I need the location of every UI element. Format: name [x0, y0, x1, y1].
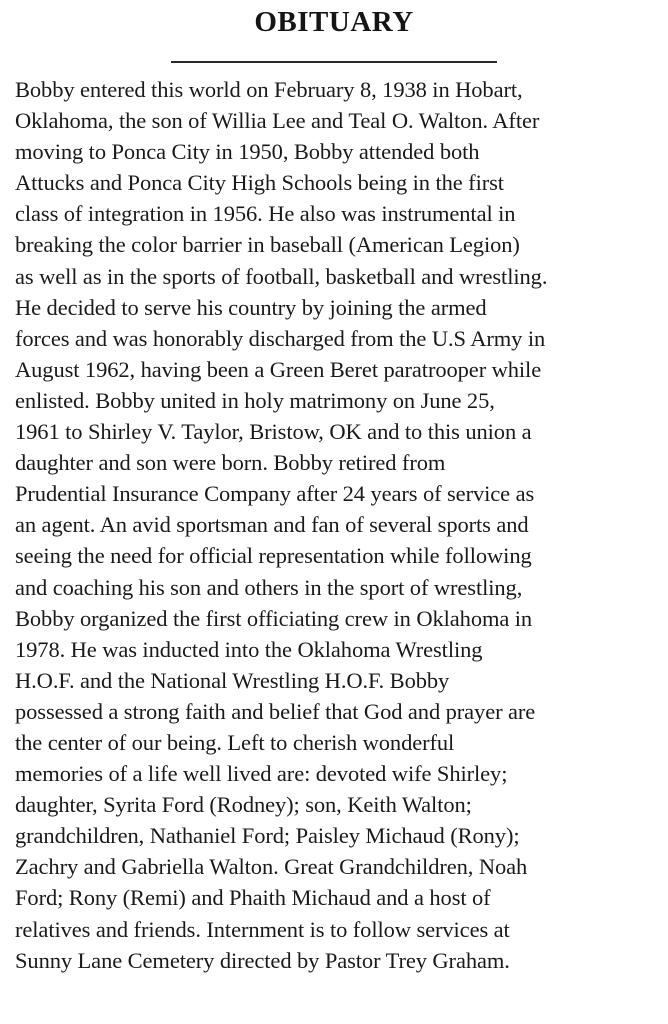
body-line: forces and was honorably discharged from the U.S Army in — [15, 325, 546, 351]
body-line: August 1962, having been a Green Beret paratrooper while — [15, 356, 542, 382]
body-line: possessed a strong faith and belief that God and prayer are — [15, 698, 536, 724]
body-line: 1961 to Shirley V. Taylor, Bristow, OK and to this union a — [15, 419, 532, 445]
body-line: H.O.F. and the National Wrestling H.O.F. Bobby — [15, 667, 450, 693]
body-line: class of integration in 1956. He also was instrumental in — [15, 201, 516, 227]
body-line: grandchildren, Nathaniel Ford; Paisley Michaud (Rony); — [15, 823, 520, 849]
body-line: moving to Ponca City in 1950, Bobby attended both — [15, 139, 480, 165]
page-title: OBITUARY — [254, 6, 414, 38]
body-line: Bobby entered this world on February 8, 1938 in Hobart, — [15, 77, 523, 102]
body-line: Ford; Rony (Remi) and Phaith Michaud and a host of — [15, 885, 491, 911]
body-line: breaking the color barrier in baseball (American Legion) — [15, 232, 520, 258]
body-line: daughter and son were born. Bobby retired from — [15, 450, 446, 476]
body-line: Attucks and Ponca City High Schools being in the first — [15, 170, 504, 196]
body-line: and coaching his son and others in the sport of wrestling, — [15, 574, 523, 600]
body-line: seeing the need for official representation while following — [15, 543, 532, 569]
body-line: an agent. An avid sportsman and fan of several sports and — [15, 512, 529, 538]
body-line: enlisted. Bobby united in holy matrimony on June 25, — [15, 387, 495, 413]
body-line: the center of our being. Left to cherish wonderful — [15, 729, 455, 755]
body-line: Sunny Lane Cemetery directed by Pastor Trey Graham. — [15, 947, 510, 973]
body-line: relatives and friends. Internment is to follow services at — [15, 916, 510, 942]
body-line: daughter, Syrita Ford (Rodney); son, Keith Walton; — [15, 792, 472, 818]
obituary-body — [15, 74, 665, 976]
body-line: Oklahoma, the son of Willia Lee and Teal O. Walton. After — [15, 108, 540, 134]
body-line: as well as in the sports of football, basketball and wrestling. — [15, 263, 548, 289]
body-line: memories of a life well lived are: devoted wife Shirley; — [15, 761, 508, 787]
title-divider — [171, 61, 497, 63]
body-line: Zachry and Gabriella Walton. Great Grandchildren, Noah — [15, 854, 528, 880]
body-line: Prudential Insurance Company after 24 years of service as — [15, 481, 535, 507]
body-line: Bobby organized the first officiating crew in Oklahoma in — [15, 605, 533, 631]
body-line: 1978. He was inducted into the Oklahoma Wrestling — [15, 636, 483, 662]
body-line: He decided to serve his country by joining the armed — [15, 294, 487, 320]
